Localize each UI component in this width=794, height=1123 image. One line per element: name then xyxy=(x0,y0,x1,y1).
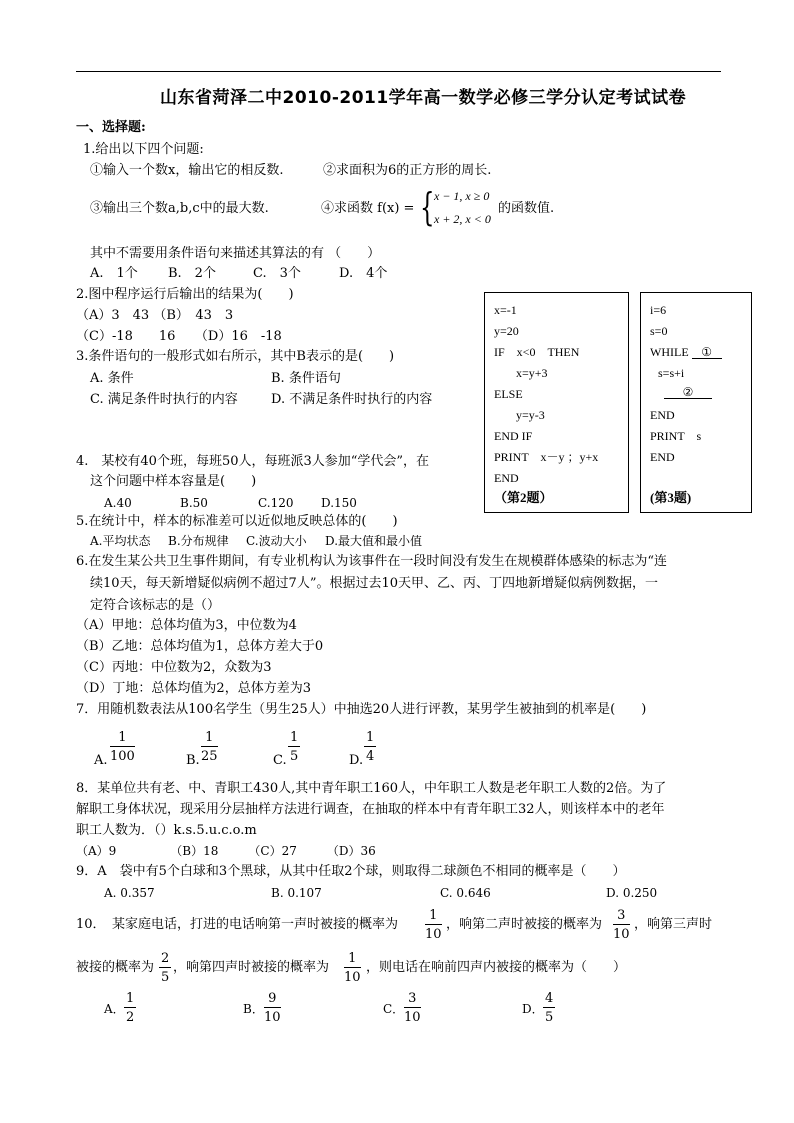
code-line: s=s+i xyxy=(658,366,685,380)
q10-label-a: A． xyxy=(104,1002,125,1016)
q10-fraction-2 xyxy=(613,909,630,941)
denominator: 100 xyxy=(110,749,135,764)
page-title: 山东省菏泽二中2010-2011学年高一数学必修三学分认定考试试卷 xyxy=(160,88,687,108)
q8-line2: 解职工身体状况，现采用分层抽样方法进行调查，在抽取的样本中有青年职工32人，则该样本中的老年 xyxy=(76,802,665,817)
numerator: 3 xyxy=(404,992,421,1008)
q10-option-b xyxy=(264,992,281,1024)
denominator: 5 xyxy=(290,749,299,764)
q6-line2: 续10天，每天新增疑似病例不超过7人”。根据过去10天甲、乙、丙、丁四地新增疑似病例数据，一 xyxy=(90,576,659,591)
code-line: y=20 xyxy=(494,324,519,338)
q10-option-d xyxy=(543,992,555,1024)
q4-option-d: D.150 xyxy=(321,496,357,510)
denominator: 10 xyxy=(404,1010,421,1025)
q8-line1: 8．某单位共有老、中、青职工430人,其中青年职工160人，中年职工人数是老年职工人数的2倍。为了 xyxy=(76,781,667,796)
numerator: 2 xyxy=(161,951,170,966)
blank-1: ① xyxy=(692,346,722,359)
q6-line3: 定符合该标志的是（） xyxy=(90,598,221,613)
code-line xyxy=(650,346,722,359)
q9-option-d: D. 0.250 xyxy=(606,886,658,900)
q1-item-2: ②求面积为6的正方形的周长. xyxy=(323,163,492,178)
q9-option-c: C. 0.646 xyxy=(440,886,491,900)
q9-option-b: B. 0.107 xyxy=(271,886,322,900)
q5-option-c: C.波动大小 xyxy=(246,534,307,548)
q10-fraction-3 xyxy=(159,952,171,984)
numerator: 1 xyxy=(425,909,442,925)
q4-stem-line2: 这个问题中样本容量是( ) xyxy=(90,474,257,489)
denominator: 25 xyxy=(201,749,218,764)
q8-line3: 职工人数为．（）k.s.5.u.c.o.m xyxy=(76,823,257,838)
code-line: END IF xyxy=(494,429,533,443)
q10-text-1c: ，响第三声时 xyxy=(634,917,713,932)
q3-stem: 3.条件语句的一般形式如右所示，其中B表示的是( ) xyxy=(76,349,395,364)
q7-fraction-d xyxy=(364,731,376,763)
q7-stem: 7．用随机数表法从100名学生（男生25人）中抽选20人进行评教，某男学生被抽到的机率是( ) xyxy=(76,702,647,717)
denominator: 2 xyxy=(126,1010,135,1025)
q10-label-c: C． xyxy=(383,1002,405,1016)
q1-item-4-prefix: ④求函数 f(x) = xyxy=(321,201,415,216)
code-line: x=-1 xyxy=(494,303,517,317)
q10-text-1a: 10． 某家庭电话，打进的电话响第一声时被接的概率为 xyxy=(76,917,399,932)
numerator: 1 xyxy=(344,952,361,968)
q8-options: （A）9 （B）18 （C）27 （D）36 xyxy=(76,844,376,858)
q2-options-cd: （C）-18 16 （D）16 -18 xyxy=(76,329,282,344)
denominator: 10 xyxy=(425,927,442,942)
q10-text-1b: ，响第二声时被接的概率为 xyxy=(446,917,603,932)
q1-item-3: ③输出三个数a,b,c中的最大数. xyxy=(90,201,269,216)
q10-text-2c: ，则电话在响前四声内被接的概率为（ ） xyxy=(366,960,627,975)
code-line: ELSE xyxy=(494,387,523,401)
box-caption-q2: （第2题） xyxy=(494,490,553,505)
q4-stem-line1: 4. 某校有40个班，每班50人，每班派3人参加“学代会”，在 xyxy=(76,454,430,469)
q6-option-d: （D）丁地：总体均值为2，总体方差为3 xyxy=(76,681,311,696)
q6-option-a: （A）甲地：总体均值为3，中位数为4 xyxy=(76,618,297,633)
code-line: y=y-3 xyxy=(516,408,545,422)
denominator: 5 xyxy=(545,1010,554,1025)
denominator: 5 xyxy=(161,970,170,985)
q7-fraction-b xyxy=(201,731,218,763)
numerator: 9 xyxy=(264,992,281,1008)
q7-label-a: A. xyxy=(94,753,108,768)
q1-item-4-suffix: 的函数值. xyxy=(498,201,555,216)
denominator: 10 xyxy=(613,927,630,942)
q10-fraction-4 xyxy=(344,952,361,984)
numerator: 1 xyxy=(110,731,135,747)
numerator: 1 xyxy=(366,730,375,745)
q7-fraction-a xyxy=(110,731,135,763)
q9-option-a: A. 0.357 xyxy=(104,886,155,900)
q7-label-b: B. xyxy=(186,753,200,768)
q1-stem: 1.给出以下四个问题: xyxy=(83,142,204,157)
piece-1: x − 1, x ≥ 0 xyxy=(434,189,490,203)
denominator: 4 xyxy=(366,749,375,764)
q2-stem: 2.图中程序运行后输出的结果为( ) xyxy=(76,287,294,302)
q5-option-b: B.分布规律 xyxy=(168,534,229,548)
q4-option-c: C.120 xyxy=(258,496,294,510)
q1-option-d: D. 4个 xyxy=(339,266,388,281)
code-line: IF x<0 THEN xyxy=(494,345,580,359)
q7-fraction-c xyxy=(288,731,300,763)
q10-label-b: B． xyxy=(243,1002,264,1016)
q1-item-1: ①输入一个数x，输出它的相反数. xyxy=(90,163,284,178)
numerator: 1 xyxy=(126,991,135,1006)
section-heading: 一、选择题: xyxy=(76,120,146,135)
q10-text-2b: ，响第四声时被接的概率为 xyxy=(173,960,330,975)
q10-fraction-1 xyxy=(425,909,442,941)
q3-option-b: B. 条件语句 xyxy=(271,371,341,386)
q9-stem: 9．A 袋中有5个白球和3个黑球，从其中任取2个球，则取得二球颜色不相同的概率是（ ） xyxy=(76,864,626,879)
while-keyword: WHILE xyxy=(650,345,689,359)
code-line: x=y+3 xyxy=(516,366,548,380)
q5-option-d: D.最大值和最小值 xyxy=(325,534,423,548)
q6-option-b: （B）乙地：总体均值为1，总体方差大于0 xyxy=(76,639,324,654)
q3-option-a: A. 条件 xyxy=(90,371,134,386)
box-caption-q3: (第3题) xyxy=(650,490,692,505)
denominator: 10 xyxy=(264,1010,281,1025)
q3-option-c: C. 满足条件时执行的内容 xyxy=(90,392,238,407)
code-line: s=0 xyxy=(650,324,668,338)
header-rule xyxy=(76,71,721,72)
q5-stem: 5.在统计中，样本的标准差可以近似地反映总体的( ) xyxy=(76,514,398,529)
q10-option-a xyxy=(124,992,136,1024)
q1-option-c: C. 3个 xyxy=(253,266,301,281)
q5-option-a: A.平均状态 xyxy=(90,534,151,548)
code-line: END xyxy=(494,471,519,485)
q2-options-ab: （A）3 43 （B） 43 3 xyxy=(76,308,234,323)
numerator: 3 xyxy=(613,909,630,925)
numerator: 1 xyxy=(290,730,299,745)
q10-text-2a: 被接的概率为 xyxy=(76,960,155,975)
code-line xyxy=(664,386,712,399)
q7-label-d: D. xyxy=(349,753,364,768)
numerator: 1 xyxy=(201,731,218,747)
q6-option-c: （C）丙地：中位数为2，众数为3 xyxy=(76,660,272,675)
q4-option-b: B.50 xyxy=(180,496,208,510)
q1-option-b: B. 2个 xyxy=(168,266,216,281)
blank-2: ② xyxy=(664,386,712,399)
piece-2: x + 2, x < 0 xyxy=(434,212,491,226)
code-line: END xyxy=(650,450,675,464)
code-line: i=6 xyxy=(650,303,667,317)
q6-line1: 6.在发生某公共卫生事件期间，有专业机构认为该事件在一段时间没有发生在规模群体感染的标志为“连 xyxy=(76,554,668,569)
q1-option-a: A. 1个 xyxy=(90,266,138,281)
q10-label-d: D． xyxy=(522,1002,544,1016)
denominator: 10 xyxy=(344,970,361,985)
code-line: END xyxy=(650,408,675,422)
q10-option-c xyxy=(404,992,421,1024)
q3-option-d: D. 不满足条件时执行的内容 xyxy=(271,392,433,407)
code-line: PRINT x－y ；y+x xyxy=(494,450,599,464)
q4-option-a: A.40 xyxy=(104,496,132,510)
q7-label-c: C. xyxy=(273,753,287,768)
code-line: PRINT s xyxy=(650,429,702,443)
q1-ask: 其中不需要用条件语句来描述其算法的有 （ ） xyxy=(90,246,381,261)
numerator: 4 xyxy=(545,991,554,1006)
piecewise-brace: { xyxy=(420,185,435,229)
